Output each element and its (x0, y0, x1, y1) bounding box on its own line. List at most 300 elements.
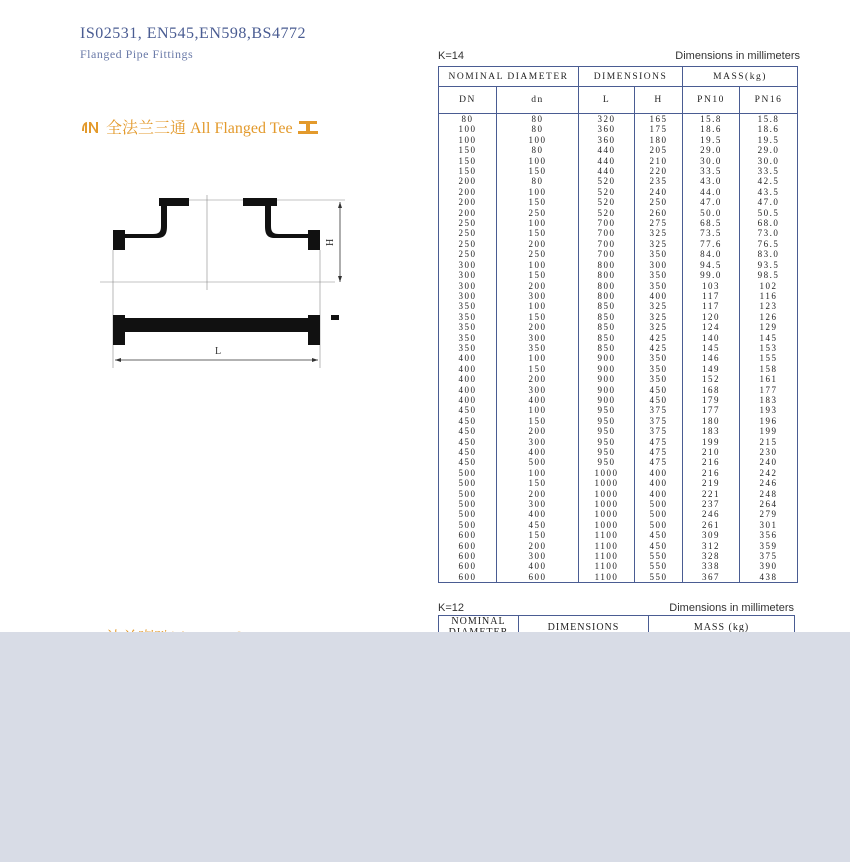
table-cell: 15.8 (683, 114, 740, 125)
table-cell: 73.0 (740, 228, 798, 238)
table-cell: 84.0 (683, 249, 740, 259)
table-cell: 210 (635, 156, 683, 166)
table-cell: 94.5 (683, 260, 740, 270)
table-cell: 375 (635, 416, 683, 426)
table-cell: 350 (439, 322, 497, 332)
table-cell: 950 (579, 437, 635, 447)
table-cell: 196 (740, 416, 798, 426)
table-cell: 18.6 (740, 124, 798, 134)
table-cell: 900 (579, 374, 635, 384)
table-cell: 180 (683, 416, 740, 426)
table-cell: 950 (579, 426, 635, 436)
table-cell: 250 (497, 249, 579, 259)
table-cell: 400 (497, 395, 579, 405)
table-row (439, 145, 798, 155)
table-cell: 250 (635, 197, 683, 207)
table-cell: 325 (635, 312, 683, 322)
table-cell: 450 (439, 416, 497, 426)
table-cell: 700 (579, 239, 635, 249)
table-cell: 120 (683, 312, 740, 322)
table-cell: 200 (439, 176, 497, 186)
table-cell: 216 (683, 457, 740, 467)
table-cell: 325 (635, 301, 683, 311)
table-cell: 150 (497, 270, 579, 280)
table-cell: 230 (740, 447, 798, 457)
table-cell: 440 (579, 145, 635, 155)
table-cell: 200 (497, 489, 579, 499)
table-cell: 150 (439, 166, 497, 176)
table-row (439, 124, 798, 134)
table-cell: 350 (439, 343, 497, 353)
table-row (439, 572, 798, 583)
table-cell: 900 (579, 353, 635, 363)
table-cell: 152 (683, 374, 740, 384)
table-row (439, 374, 798, 384)
table-cell: 100 (497, 405, 579, 415)
table-cell: 100 (497, 353, 579, 363)
table-cell: 19.5 (683, 135, 740, 145)
table-cell: 68.0 (740, 218, 798, 228)
table-cell: 450 (635, 385, 683, 395)
table-row (439, 478, 798, 488)
table-cell: 100 (497, 468, 579, 478)
table-cell: 400 (635, 468, 683, 478)
table-cell: 216 (683, 468, 740, 478)
table-row (439, 364, 798, 374)
table-cell: 80 (497, 124, 579, 134)
table-cell: 33.5 (740, 166, 798, 176)
table-cell: 300 (439, 281, 497, 291)
standards-heading: IS02531, EN545,EN598,BS4772 (80, 25, 306, 42)
table-cell: 450 (635, 541, 683, 551)
table-cell: 145 (683, 343, 740, 353)
table-cell: 350 (635, 353, 683, 363)
table-cell: 250 (497, 208, 579, 218)
table-cell: 240 (740, 457, 798, 467)
bell-header-dimensions: DIMENSIONS (519, 616, 649, 639)
table-cell: 367 (683, 572, 740, 583)
table-cell: 500 (635, 499, 683, 509)
table-cell: 150 (497, 312, 579, 322)
table-cell: 800 (579, 291, 635, 301)
table-cell: 47.0 (740, 197, 798, 207)
table-cell: 68.5 (683, 218, 740, 228)
section-title-tee-text: 全法兰三通 All Flanged Tee (106, 120, 293, 137)
table-cell: 600 (439, 572, 497, 583)
table-cell: 1000 (579, 468, 635, 478)
table-cell: 235 (635, 176, 683, 186)
table-cell: 150 (497, 530, 579, 540)
table-row (439, 260, 798, 270)
table-cell: 145 (740, 333, 798, 343)
table-cell: 400 (439, 374, 497, 384)
table-row (439, 457, 798, 467)
table-cell: 15.8 (740, 114, 798, 125)
table-cell: 76.5 (740, 239, 798, 249)
table-cell: 850 (579, 312, 635, 322)
table-cell: 102 (740, 281, 798, 291)
table-cell: 475 (635, 437, 683, 447)
table-cell: 350 (635, 270, 683, 280)
table-cell: 375 (635, 405, 683, 415)
table-cell: 301 (740, 520, 798, 530)
table-cell: 425 (635, 343, 683, 353)
table-cell: 153 (740, 343, 798, 353)
table-cell: 300 (497, 291, 579, 301)
table-cell: 150 (497, 166, 579, 176)
k-label-bell: K=12 (438, 602, 464, 614)
table-row (439, 239, 798, 249)
table-row (439, 447, 798, 457)
table-cell: 199 (683, 437, 740, 447)
table-row (439, 249, 798, 259)
brand-logo-icon (80, 119, 102, 135)
table-cell: 520 (579, 187, 635, 197)
table-row (439, 343, 798, 353)
table-cell: 100 (497, 135, 579, 145)
table-cell: 600 (439, 541, 497, 551)
table-cell: 279 (740, 509, 798, 519)
table-cell: 500 (439, 478, 497, 488)
table-cell: 18.6 (683, 124, 740, 134)
table-cell: 124 (683, 322, 740, 332)
table-cell: 200 (497, 322, 579, 332)
table-cell: 73.5 (683, 228, 740, 238)
table-cell: 356 (740, 530, 798, 540)
table-cell: 325 (635, 239, 683, 249)
table-cell: 300 (497, 385, 579, 395)
table-cell: 99.0 (683, 270, 740, 280)
table-row (439, 270, 798, 280)
fittings-subtitle: Flanged Pipe Fittings (80, 47, 194, 61)
table-cell: 950 (579, 416, 635, 426)
table-cell: 325 (635, 228, 683, 238)
table-row (439, 187, 798, 197)
table-cell: 43.5 (740, 187, 798, 197)
table-cell: 900 (579, 385, 635, 395)
table-cell: 550 (635, 561, 683, 571)
header-pn16: PN16 (740, 87, 798, 114)
table-cell: 42.5 (740, 176, 798, 186)
table-row (439, 114, 798, 125)
table-cell: 400 (497, 561, 579, 571)
table-cell: 300 (497, 437, 579, 447)
table-cell: 199 (740, 426, 798, 436)
label-h: H (325, 238, 336, 246)
table-cell: 338 (683, 561, 740, 571)
header-l: L (579, 87, 635, 114)
table-cell: 320 (579, 114, 635, 125)
table-cell: 100 (439, 124, 497, 134)
table-cell: 500 (439, 499, 497, 509)
table-cell: 250 (439, 239, 497, 249)
table-cell: 126 (740, 312, 798, 322)
table-cell: 300 (497, 333, 579, 343)
table-cell: 350 (439, 301, 497, 311)
table-cell: 246 (740, 478, 798, 488)
table-cell: 950 (579, 405, 635, 415)
table-row (439, 499, 798, 509)
table-cell: 700 (579, 249, 635, 259)
table-row (439, 520, 798, 530)
table-row (439, 541, 798, 551)
table-cell: 400 (439, 353, 497, 363)
table-row (439, 437, 798, 447)
table-row (439, 281, 798, 291)
table-cell: 309 (683, 530, 740, 540)
table-cell: 440 (579, 166, 635, 176)
table-cell: 215 (740, 437, 798, 447)
table-cell: 390 (740, 561, 798, 571)
table-cell: 150 (497, 478, 579, 488)
table-cell: 450 (439, 405, 497, 415)
table-cell: 50.0 (683, 208, 740, 218)
table-row (439, 353, 798, 363)
table-cell: 200 (439, 197, 497, 207)
table-cell: 100 (497, 187, 579, 197)
table-cell: 150 (439, 145, 497, 155)
table-cell: 550 (635, 572, 683, 583)
table-cell: 116 (740, 291, 798, 301)
table-cell: 264 (740, 499, 798, 509)
table-cell: 242 (740, 468, 798, 478)
table-cell: 43.0 (683, 176, 740, 186)
table-cell: 248 (740, 489, 798, 499)
table-cell: 350 (635, 281, 683, 291)
table-cell: 1100 (579, 530, 635, 540)
table-cell: 200 (497, 426, 579, 436)
table-row (439, 208, 798, 218)
table-cell: 100 (497, 218, 579, 228)
table-cell: 450 (439, 437, 497, 447)
table-cell: 600 (439, 530, 497, 540)
table-row (439, 197, 798, 207)
table-cell: 950 (579, 457, 635, 467)
table-cell: 350 (635, 364, 683, 374)
table-cell: 600 (439, 561, 497, 571)
table-cell: 100 (497, 301, 579, 311)
k-label-tee: K=14 (438, 50, 464, 62)
dimensions-note-bell: Dimensions in millimeters (669, 602, 794, 614)
table-cell: 275 (635, 218, 683, 228)
table-cell: 146 (683, 353, 740, 363)
table-cell: 425 (635, 333, 683, 343)
table-cell: 520 (579, 208, 635, 218)
table-cell: 175 (635, 124, 683, 134)
table-row (439, 312, 798, 322)
table-cell: 500 (439, 489, 497, 499)
header-dimensions: DIMENSIONS (579, 67, 683, 87)
table-row (439, 218, 798, 228)
table-cell: 700 (579, 228, 635, 238)
table-cell: 1100 (579, 572, 635, 583)
table-cell: 520 (579, 197, 635, 207)
table-row (439, 395, 798, 405)
table-cell: 200 (497, 541, 579, 551)
table-cell: 103 (683, 281, 740, 291)
table-row (439, 166, 798, 176)
table-cell: 193 (740, 405, 798, 415)
table-cell: 158 (740, 364, 798, 374)
table-cell: 850 (579, 301, 635, 311)
table-cell: 350 (635, 249, 683, 259)
table-cell: 312 (683, 541, 740, 551)
table-cell: 117 (683, 291, 740, 301)
table-cell: 900 (579, 395, 635, 405)
table-cell: 400 (635, 291, 683, 301)
table-cell: 400 (497, 509, 579, 519)
bell-header-mass: MASS (kg) (649, 616, 795, 639)
table-cell: 440 (579, 156, 635, 166)
table-row (439, 416, 798, 426)
table-cell: 200 (439, 187, 497, 197)
table-cell: 210 (683, 447, 740, 457)
table-cell: 300 (439, 260, 497, 270)
dimensions-note-tee: Dimensions in millimeters (675, 50, 800, 62)
table-cell: 200 (497, 239, 579, 249)
header-h: H (635, 87, 683, 114)
table-cell: 246 (683, 509, 740, 519)
table-cell: 100 (497, 156, 579, 166)
table-cell: 450 (439, 447, 497, 457)
table-cell: 219 (683, 478, 740, 488)
table-cell: 261 (683, 520, 740, 530)
table-cell: 328 (683, 551, 740, 561)
table-cell: 47.0 (683, 197, 740, 207)
table-cell: 300 (439, 270, 497, 280)
table-cell: 850 (579, 322, 635, 332)
table-cell: 129 (740, 322, 798, 332)
table-cell: 950 (579, 447, 635, 457)
table-cell: 300 (635, 260, 683, 270)
table-cell: 150 (439, 156, 497, 166)
section-title-tee (80, 115, 319, 138)
table-cell: 50.5 (740, 208, 798, 218)
table-cell: 98.5 (740, 270, 798, 280)
table-cell: 360 (579, 124, 635, 134)
table-cell: 800 (579, 281, 635, 291)
table-cell: 205 (635, 145, 683, 155)
table-cell: 140 (683, 333, 740, 343)
table-cell: 475 (635, 457, 683, 467)
table-cell: 80 (497, 176, 579, 186)
table-cell: 183 (740, 395, 798, 405)
table-cell: 600 (497, 572, 579, 583)
table-cell: 500 (497, 457, 579, 467)
table-cell: 168 (683, 385, 740, 395)
table-cell: 200 (497, 374, 579, 384)
header-mass: MASS(kg) (683, 67, 798, 87)
table-cell: 500 (635, 520, 683, 530)
table-cell: 1000 (579, 520, 635, 530)
table-cell: 100 (497, 260, 579, 270)
table-cell: 450 (439, 426, 497, 436)
label-l: L (215, 346, 222, 357)
table-row (439, 135, 798, 145)
table-cell: 150 (497, 364, 579, 374)
table-row (439, 301, 798, 311)
table-cell: 180 (635, 135, 683, 145)
table-cell: 1000 (579, 478, 635, 488)
table-cell: 900 (579, 364, 635, 374)
table-cell: 117 (683, 301, 740, 311)
table-cell: 400 (439, 364, 497, 374)
table-cell: 360 (579, 135, 635, 145)
table-cell: 155 (740, 353, 798, 363)
table-row (439, 176, 798, 186)
table-cell: 438 (740, 572, 798, 583)
table-cell: 1100 (579, 541, 635, 551)
table-cell: 550 (635, 551, 683, 561)
table-cell: 149 (683, 364, 740, 374)
table-cell: 450 (635, 395, 683, 405)
table-row (439, 489, 798, 499)
table-cell: 1100 (579, 561, 635, 571)
table-cell: 700 (579, 218, 635, 228)
header-dn: DN (439, 87, 497, 114)
table-cell: 150 (497, 197, 579, 207)
table-cell: 80 (497, 114, 579, 125)
table-cell: 1000 (579, 509, 635, 519)
table-cell: 240 (635, 187, 683, 197)
table-cell: 400 (635, 489, 683, 499)
table-cell: 177 (683, 405, 740, 415)
table-cell: 350 (497, 343, 579, 353)
table-cell: 30.0 (683, 156, 740, 166)
table-row (439, 509, 798, 519)
table-cell: 600 (439, 551, 497, 561)
header-pn10: PN10 (683, 87, 740, 114)
table-cell: 260 (635, 208, 683, 218)
table-row (439, 551, 798, 561)
tee-technical-drawing (95, 190, 355, 370)
table-cell: 250 (439, 249, 497, 259)
table-row (439, 291, 798, 301)
table-cell: 500 (439, 509, 497, 519)
table-cell: 500 (439, 520, 497, 530)
table-cell: 100 (439, 135, 497, 145)
table-cell: 150 (497, 228, 579, 238)
table-row (439, 426, 798, 436)
table-cell: 850 (579, 343, 635, 353)
header-nominal-diameter: NOMINAL DIAMETER (439, 67, 579, 87)
table-cell: 179 (683, 395, 740, 405)
table-cell: 30.0 (740, 156, 798, 166)
table-cell: 165 (635, 114, 683, 125)
table-cell: 1000 (579, 499, 635, 509)
table-row (439, 561, 798, 571)
table-cell: 850 (579, 333, 635, 343)
table-row (439, 228, 798, 238)
table-cell: 150 (497, 416, 579, 426)
bell-header-nominal: NOMINAL (439, 616, 519, 639)
table-row (439, 468, 798, 478)
table-row (439, 405, 798, 415)
table-cell: 300 (497, 551, 579, 561)
table-cell: 250 (439, 218, 497, 228)
header-dn-branch: dn (497, 87, 579, 114)
table-cell: 19.5 (740, 135, 798, 145)
table-cell: 250 (439, 228, 497, 238)
table-cell: 29.0 (683, 145, 740, 155)
table-cell: 1000 (579, 489, 635, 499)
table-cell: 520 (579, 176, 635, 186)
table-cell: 350 (439, 333, 497, 343)
table-cell: 161 (740, 374, 798, 384)
table-cell: 177 (740, 385, 798, 395)
table-cell: 300 (439, 291, 497, 301)
table-row (439, 333, 798, 343)
